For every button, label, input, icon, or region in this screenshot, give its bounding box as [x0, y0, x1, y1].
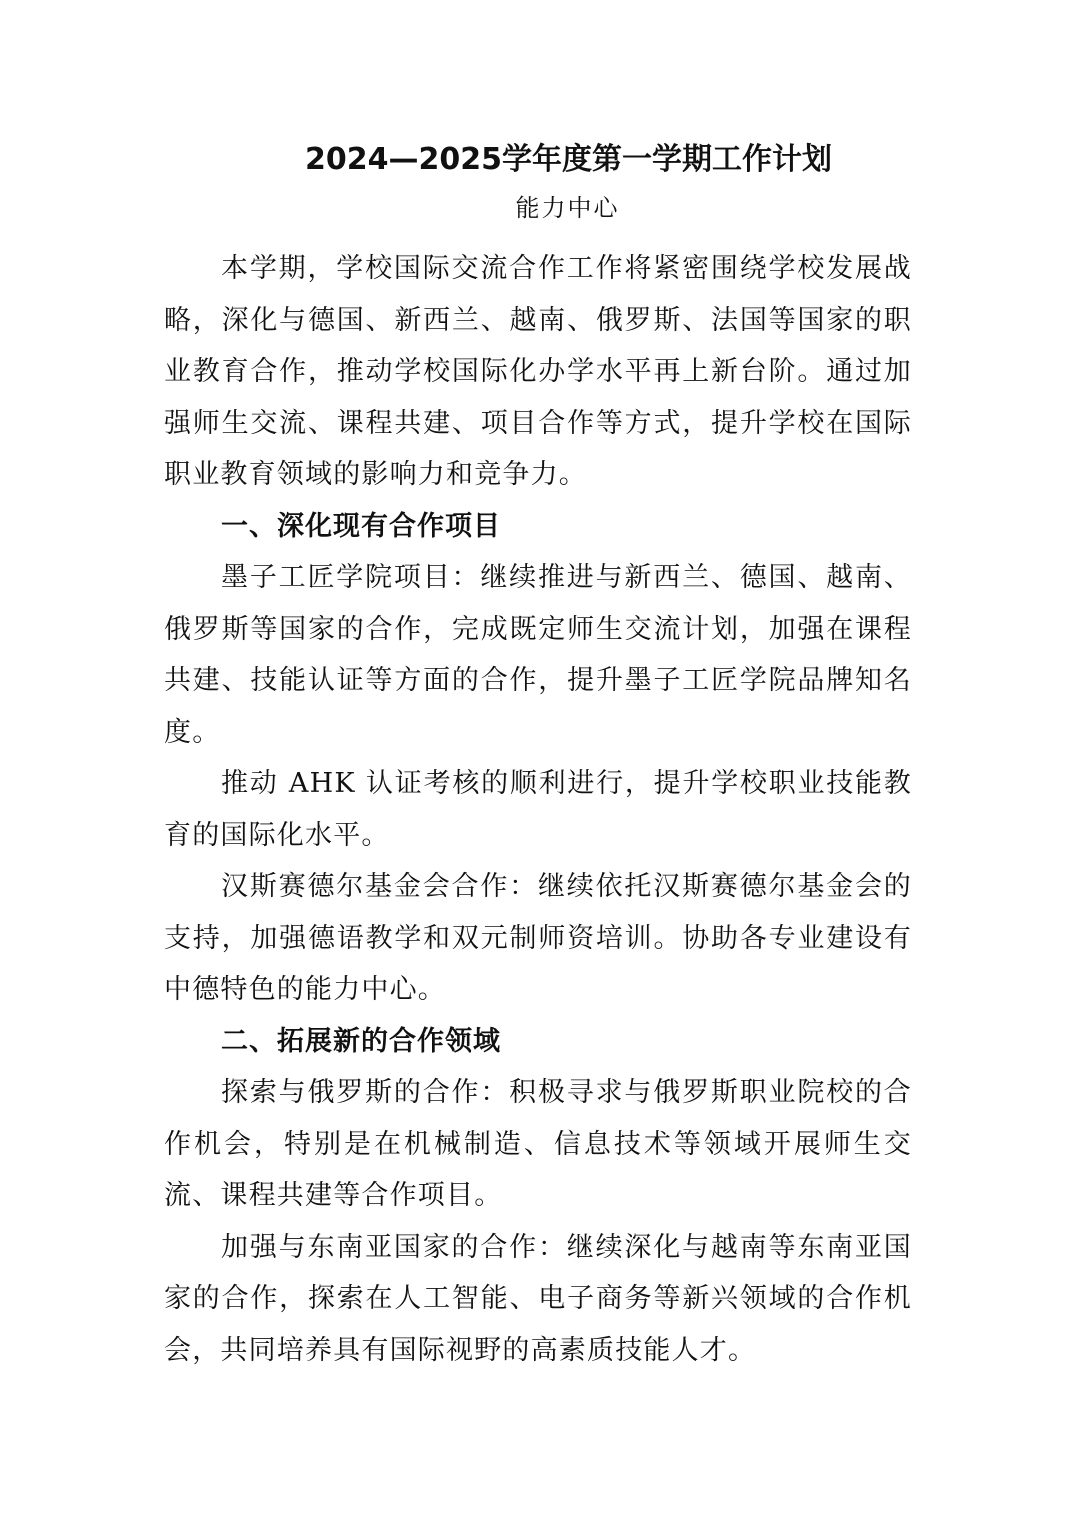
paragraph: 汉斯赛德尔基金会合作：继续依托汉斯赛德尔基金会的支持，加强德语教学和双元制师资培训。协助各专业建设有中德特色的能力中心。: [164, 871, 912, 1005]
document-subtitle: 能力中心: [515, 194, 620, 222]
document-title: 2024—2025学年度第一学期工作计划: [305, 142, 832, 177]
paragraph: 探索与俄罗斯的合作：积极寻求与俄罗斯职业院校的合作机会，特别是在机械制造、信息技术等领域开展师生交流、课程共建等合作项目。: [164, 1077, 912, 1211]
paragraph: 加强与东南亚国家的合作：继续深化与越南等东南亚国家的合作，探索在人工智能、电子商务等新兴领域的合作机会，共同培养具有国际视野的高素质技能人才。: [164, 1231, 912, 1366]
section-heading: 一、深化现有合作项目: [221, 510, 501, 542]
paragraph: 推动 AHK 认证考核的顺利进行，提升学校职业技能教育的国际化水平。: [164, 768, 912, 851]
paragraph: 墨子工匠学院项目：继续推进与新西兰、德国、越南、俄罗斯等国家的合作，完成既定师生交流计划，加强在课程共建、技能认证等方面的合作，提升墨子工匠学院品牌知名度。: [164, 562, 912, 748]
intro-paragraph: 本学期，学校国际交流合作工作将紧密围绕学校发展战略，深化与德国、新西兰、越南、俄罗斯、法国等国家的职业教育合作，推动学校国际化办学水平再上新台阶。通过加强师生交流、课程共建、项目合作等方式，提升学校在国际职业教育领域的影响力和竞争力。: [164, 253, 912, 490]
document-body: [164, 243, 912, 1376]
section-heading: 二、拓展新的合作领域: [221, 1025, 501, 1057]
